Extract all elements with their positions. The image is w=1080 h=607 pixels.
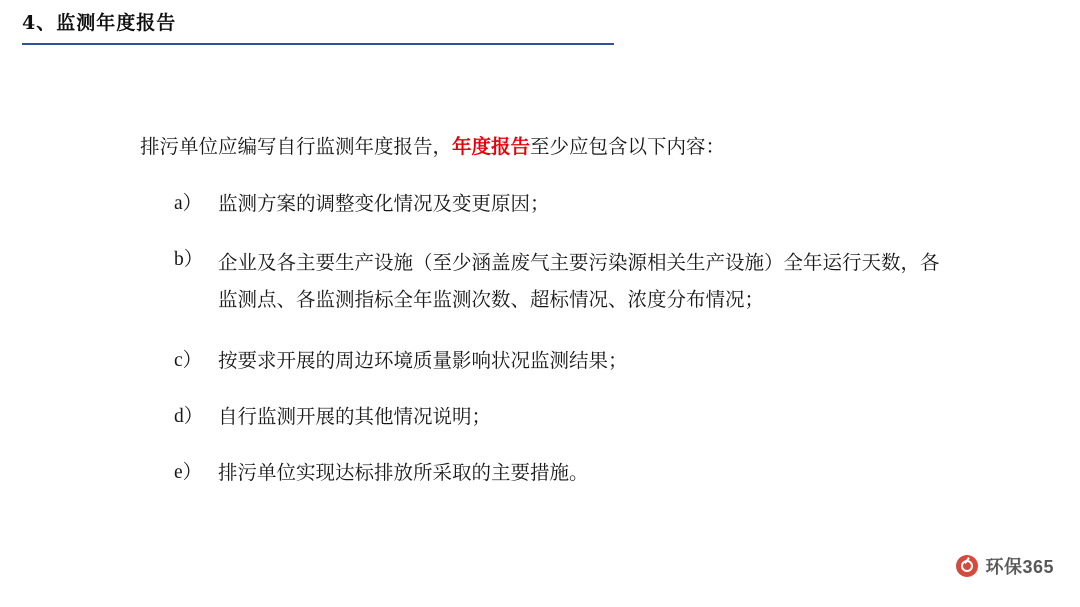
heading-underline <box>22 43 614 45</box>
list-marker: e） <box>174 461 203 483</box>
slide-heading <box>22 10 622 45</box>
list-marker: d） <box>174 405 204 427</box>
slide-body <box>140 132 940 488</box>
list-item-text: 自行监测开展的其他情况说明； <box>218 405 492 428</box>
list-item-text: 企业及各主要生产设施（至少涵盖废气主要污染源相关生产设施）全年运行天数，各监测点、各监测指标全年监测次数、超标情况、浓度分布情况； <box>218 252 940 312</box>
intro-before: 排污单位应编写自行监测年度报告， <box>140 136 453 158</box>
list-item <box>140 245 940 319</box>
list-item <box>140 189 940 219</box>
list-marker: a） <box>174 193 203 215</box>
watermark-text: 环保365 <box>985 557 1054 577</box>
intro-paragraph <box>140 132 940 163</box>
list-item-text: 排污单位实现达标排放所采取的主要措施。 <box>218 461 589 484</box>
list-item <box>140 346 940 376</box>
watermark <box>956 553 1054 579</box>
list-item-text: 按要求开展的周边环境质量影响状况监测结果； <box>218 349 628 372</box>
intro-highlight: 年度报告 <box>452 136 531 158</box>
intro-after: 至少应包含以下内容： <box>530 136 726 158</box>
list-item <box>140 458 940 488</box>
list-marker: b） <box>174 249 204 271</box>
circle-badge-icon <box>956 555 978 577</box>
list-item-text: 监测方案的调整变化情况及变更原因； <box>218 193 550 216</box>
list-item <box>140 402 940 432</box>
list-marker: c） <box>174 349 203 371</box>
page-title: 4、监测年度报告 <box>22 12 177 34</box>
content-list <box>140 189 940 488</box>
